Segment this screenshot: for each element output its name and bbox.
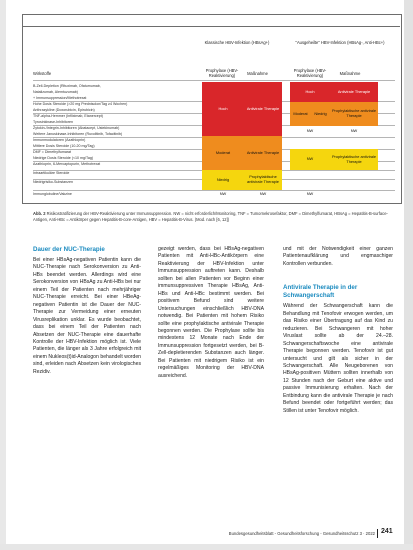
table-row-label: Hohe Dosis Steroide (>20 mg Prednisolon/Tag ≥4 Wochen)	[33, 102, 128, 106]
column-header-massnahme-1: Maßnahme	[247, 71, 268, 76]
risk-cell-low: Niedrig	[202, 170, 244, 190]
header-ausgeheilt: "Ausgeheilte" HBV-Infektion (HBsAg-, Anti-HBc+)	[295, 40, 385, 45]
measure-cell-none: NW	[259, 191, 267, 197]
column-header-massnahme-2: Maßnahme	[339, 71, 361, 76]
figure-caption-text: Risikostratifizierung der HBV-Reaktivierung unter Immunsuppression. NW = nicht erforderlich/Monitoring, TNF = Tumornekrosefaktor, DMF = Dimethylfumarat, HBsAg = Hepatitis-B-surface-Antigen, Anti-HBc = Antikörper gegen Hepatitis-B-core-Antigen, HBV = Hepatitis-B-Virus. (Mod. nach [6, 12])	[33, 211, 388, 222]
page-edge-bottom	[0, 544, 413, 550]
table-row-label: Azathioprin, 6-Mercaptopurin, Methotrexat	[33, 162, 101, 166]
figure-caption-label: Abb. 2	[33, 211, 46, 216]
paragraph: und mit der Notwendigkeit einer ganzen Patientenaufklärung und engmaschiger Kontrollen verbunden.	[283, 246, 393, 267]
table-row-label: Zytokin-/Integrin-Inhibitoren (Abatacept, Ustekinumab)	[33, 126, 120, 130]
table-row-label: DMF = Dimethylfumarat	[33, 150, 72, 154]
column-header-wirkstoffe: Wirkstoffe	[33, 71, 52, 76]
risk-cell-moderate: Moderat	[290, 102, 311, 126]
measure-cell-none: NW	[350, 128, 358, 134]
table-row-label: + Immunsuppression/Methotrexat	[33, 96, 87, 100]
table-row-label: Weitere Januskinase-Inhibitoren (Ruxolitinib, Tofacitinib)	[33, 132, 123, 136]
risk-cell-none: NW	[219, 191, 227, 197]
table-row-label: Natalizumab, Alemtuzumab)	[33, 90, 78, 94]
text-column-2	[158, 246, 264, 380]
page-edge-left	[0, 0, 6, 550]
table-row-label: Intraartikuläre Steroide	[33, 171, 70, 175]
risk-cell-high: Hoch	[290, 82, 330, 102]
text-column-1	[33, 246, 141, 376]
section-heading-nuc-therapy: Dauer der NUC-Therapie	[33, 246, 105, 253]
table-row-label: Mittlere Dosis Steroide (10-20 mg/Tag)	[33, 144, 95, 148]
table-row-label: Immunmodulatoren (Azathioprin)	[33, 138, 86, 142]
risk-cell-none: NW	[306, 191, 314, 197]
measure-cell-antiviral: Antivirale Therapie	[330, 82, 378, 102]
paragraph: gezeigt werden, dass bei HBsAg-negativen Patienten mit Anti-HBc-Antikörpern eine Reaktivierung der HBV-Infektion unter Immunsuppression auftreten kann. Deshalb sollten bei allen Patienten vor Beginn einer immunsuppressiven Therapie HBsAg, Anti-HBs und Anti-HBc bestimmt werden. Bei positivem Befund sind weitere Untersuchungen einschließlich HBV-DNA notwendig. Bei Patienten mit hohem Risiko sollte eine prophylaktische antivirale Therapie begonnen werden. Die Prophylaxe sollte bis mindestens 12 Monate nach Ende der Immunsuppression fortgesetzt werden, bei B-Zell-depletierenden Substanzen auch länger. Bei Patienten mit niedrigem Risiko ist ein regelmäßiges Monitoring der HBV-DNA ausreichend.	[158, 246, 264, 379]
text-column-3	[283, 246, 393, 415]
risk-cell-none: NW	[306, 128, 314, 134]
table-rule	[33, 80, 395, 81]
measure-cell-prophylaxis: Prophylaktische antivirale Therapie	[330, 149, 378, 170]
table-row-label: TNF-alpha-Hemmer (Infliximab, Etanercept)	[33, 114, 103, 118]
risk-cell-high: Hoch	[202, 82, 244, 136]
footer-divider	[377, 529, 378, 538]
paragraph: Während der Schwangerschaft kann die Behandlung mit Tenofovir erwogen werden, um das Risiko einer Übertragung auf das Kind zu reduzieren. Bei Schwangeren mit hoher Viruslast sollte ab der 24.–28. Schwangerschaftswoche eine antivirale Therapie begonnen werden. Tenofovir ist gut untersucht und gilt als sicher in der Schwangerschaft. Alle Neugeborenen von HBsAg-positiven Müttern sollten innerhalb von 12 Stunden nach der Geburt eine aktive und passive Immunisierung erhalten. Nach der Entbindung kann die antivirale Therapie je nach Befund beendet oder fortgeführt werden; das Stillen ist unter Tenofovir möglich.	[283, 303, 393, 414]
table-row-label: B-Zell-Depletion (Rituximab, Ofatumumab,	[33, 84, 101, 88]
measure-cell-prophylaxis: Prophylaktische antivirale Therapie	[330, 102, 378, 126]
measure-cell-prophylaxis: Prophylaktische antivirale Therapie	[244, 170, 282, 190]
measure-cell-antiviral: Antivirale Therapie	[244, 82, 282, 136]
column-header-prophylaxe-2: Prophylaxe (HBV-Reaktivierung)	[293, 68, 327, 78]
section-heading-pregnancy: Antivirale Therapie in der Schwangerschaft	[283, 284, 358, 300]
table-row-label: Niedrige Dosis Steroide (<10 mg/Tag)	[33, 156, 94, 160]
measure-cell-antiviral: Antivirale Therapie	[244, 136, 282, 170]
risk-cell-low: NW	[290, 149, 330, 170]
figure-caption	[33, 211, 393, 223]
running-footer: Bundesgesundheitsblatt - Gesundheitsforschung - Gesundheitsschutz 3 · 2022	[228, 531, 375, 536]
page-edge-right	[404, 0, 413, 550]
header-klassisch: Klassische HBV-Infektion (HBsAg+)	[204, 40, 270, 45]
table-row-label: Tyrosinkinase-Inhibitoren	[33, 120, 73, 124]
column-header-prophylaxe-1: Prophylaxe (HBV-Reaktivierung)	[205, 68, 239, 78]
paragraph: Bei einer HBsAg-negativen Patientin kann die NUC-Therapie nach Serokonversion zu Anti-HBs beendet werden. Allerdings wird eine Serokonversion von HBsAg zu Anti-HBs bei nur einem Teil der Patienten nach mehrjähriger NUC-Therapie erreicht. Bei einer HBeAg-negativen Patientin ist die Dauer der NUC-Therapie zur Vermeidung einer erneuten Virusreplikation unklar. Es wurde beobachtet, dass bei einem Teil der Patienten nach Absetzen der NUC-Therapie eine dauerhafte Kontrolle der HBV-Infektion möglich ist. Viele Patienten, die länger als 3 Jahre erfolgreich mit einem Nukleos(t)id-Analogon behandelt worden sind, erleiden nach Absetzen kein virologisches Rezidiv.	[33, 257, 141, 375]
risk-cell-moderate-low: Niedrig	[311, 102, 330, 126]
table-row-label: Immunglobuline/Vakzine	[33, 192, 72, 196]
page-number: 241	[381, 528, 393, 535]
table-row-label: Anthrazykline (Doxorubicin, Epirubicin)	[33, 108, 95, 112]
table-row-label: Niedrigrisiko-Substanzen	[33, 180, 73, 184]
risk-cell-moderate: Moderat	[202, 136, 244, 170]
